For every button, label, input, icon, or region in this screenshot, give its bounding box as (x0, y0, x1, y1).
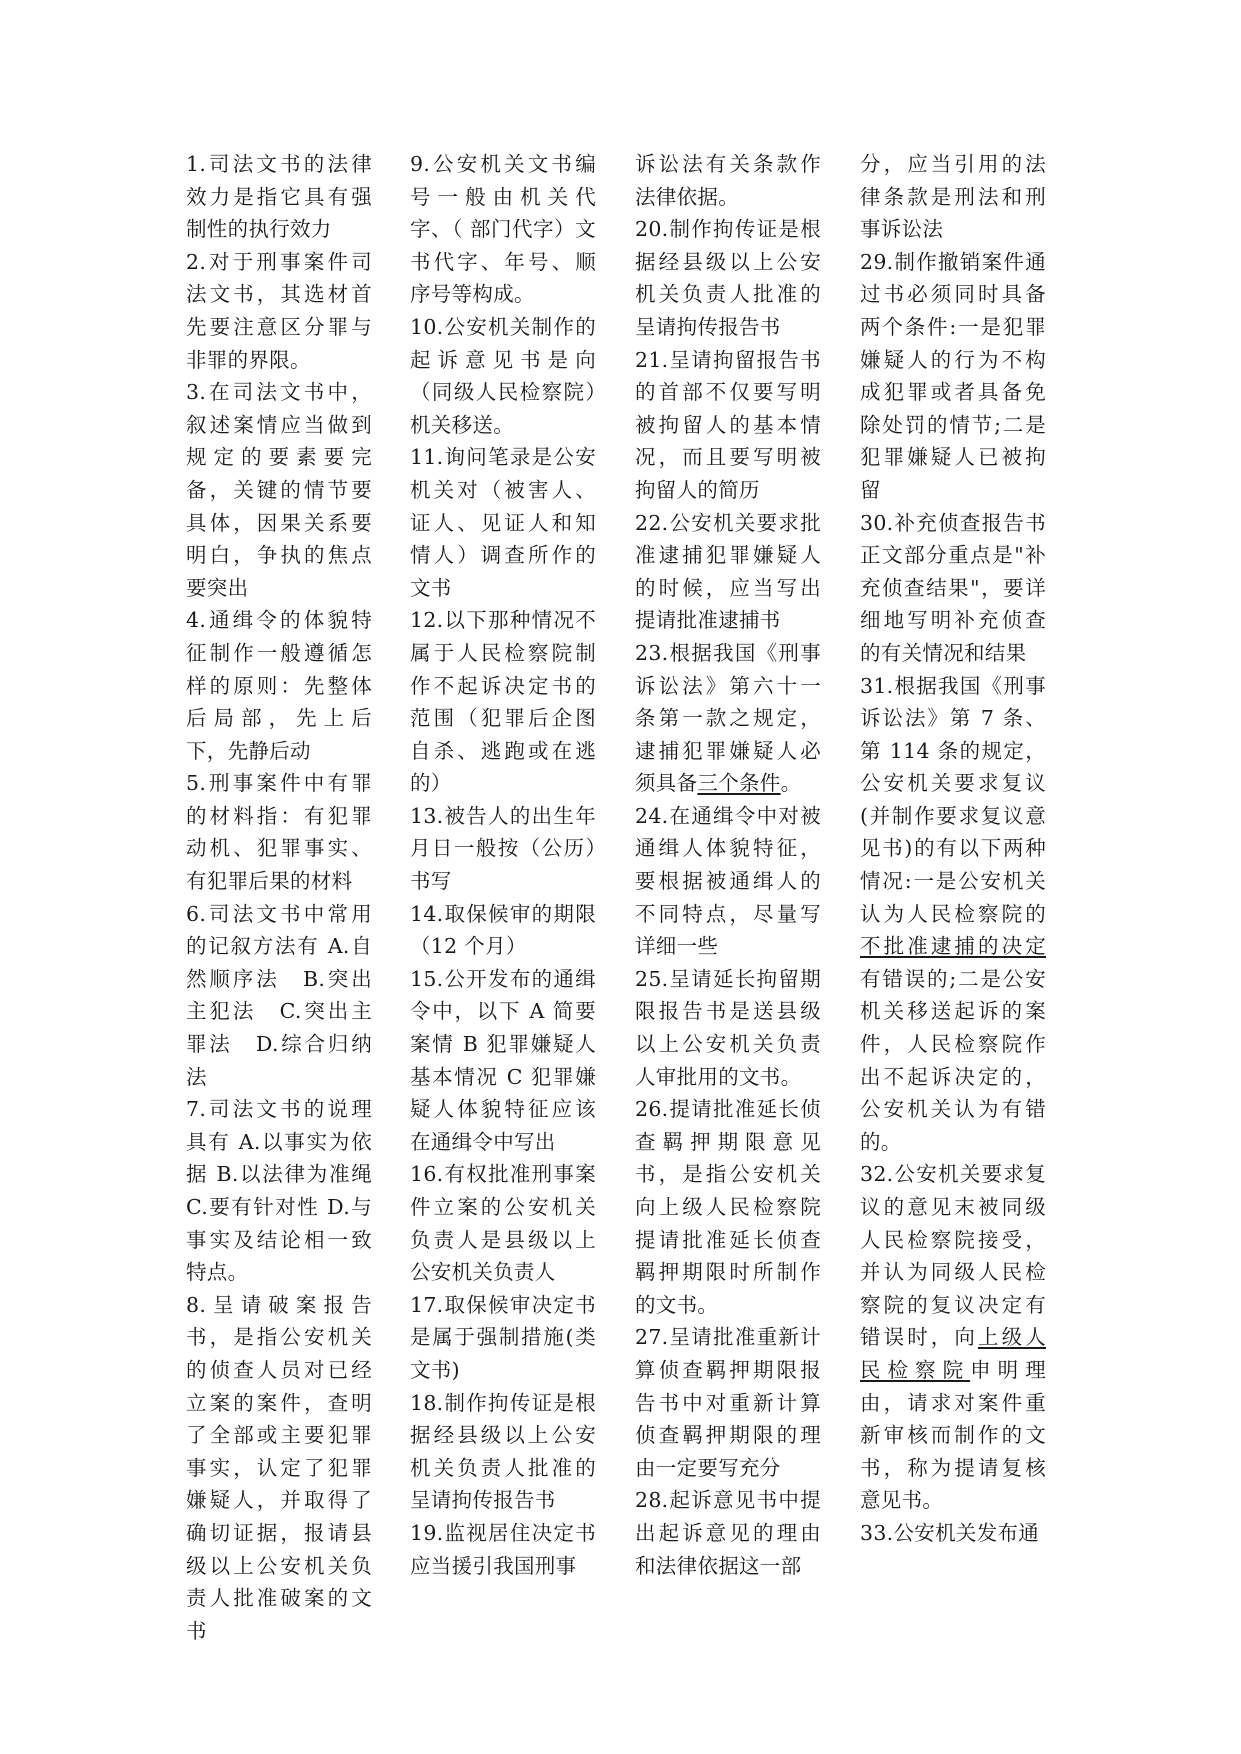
question-item: 10.公安机关制作的起诉意见书是向（同级人民检察院）机关移送。 (410, 314, 596, 437)
question-item: 33.公安机关发布通 (860, 1520, 1040, 1545)
underlined-answer: 不批准逮捕的决定 (860, 934, 1046, 959)
text-column-3 (635, 148, 821, 1582)
underlined-answer: 上级人民检察院 (860, 1325, 1046, 1382)
question-item: 20.制作拘传证是根据经县级以上公安机关负责人批准的呈请拘传报告书 (635, 217, 821, 339)
question-item: 22.公安机关要求批准逮捕犯罪嫌疑人的时候，应当写出提请批准逮捕书 (635, 510, 821, 633)
item-text: 。 (780, 771, 802, 796)
question-item: 6.司法文书中常用的记叙方法有 A.自然顺序法 B.突出主犯法 C.突出主罪法 D.综合归纳法 (186, 901, 372, 1089)
question-item (860, 670, 1046, 1159)
question-item: 13.被告人的出生年月日一般按（公历）书写 (410, 803, 596, 894)
item-text: 有错误的;二是公安机关移送起诉的案件，人民检察院作出不起诉决定的，公安机关认为有错的。 (860, 966, 1046, 1154)
question-item: 27.呈请批准重新计算侦查羁押期限报告书中对重新计算侦查羁押期限的理由一定要写充分 (635, 1325, 821, 1480)
question-item: 3.在司法文书中，叙述案情应当做到规定的要素要完备，关键的情节要具体，因果关系要明白，争执的焦点要突出 (186, 380, 372, 600)
question-item: 15.公开发布的通缉令中，以下 A 简要案情 B 犯罪嫌疑人基本情况 C 犯罪嫌疑人体貌特征应该在通缉令中写出 (410, 966, 596, 1154)
question-item: 24.在通缉令中对被通缉人体貌特征，要根据被通缉人的不同特点，尽量写详细一些 (635, 803, 821, 959)
item-text: 23.根据我国《刑事诉讼法》第六十一条第一款之规定，逮捕犯罪嫌疑人必须具备 (635, 640, 821, 796)
question-item: 17.取保候审决定书是属于强制措施(类文书) (410, 1292, 596, 1382)
text-column-2 (410, 148, 596, 1582)
text-column-1 (186, 148, 372, 1647)
question-item: 18.制作拘传证是根据经县级以上公安机关负责人批准的呈请拘传报告书 (410, 1390, 596, 1513)
text-column-4 (860, 148, 1046, 1550)
question-item: 4.通缉令的体貌特征制作一般遵循怎样的原则：先整体后局部，先上后下，先静后动 (186, 608, 372, 763)
question-item: 9.公安机关文书编号一般由机关代字、（ 部门代字）文书代字、年号、顺序号等构成。 (410, 152, 596, 307)
question-item: 12.以下那种情况不属于人民检察院制作不起诉决定书的范围（犯罪后企图自杀、逃跑或在逃的） (410, 608, 596, 796)
underlined-answer: 三个条件 (697, 771, 781, 796)
question-item: 28.起诉意见书中提出起诉意见的理由和法律依据这一部 (635, 1488, 821, 1578)
item-text: 31.根据我国《刑事诉讼法》第 7 条、第 114 条的规定，公安机关要求复议(并制作要求复议意见书)的有以下两种情况:一是公安机关认为人民检察院的 (860, 673, 1046, 926)
question-item: 2.对于刑事案件司法文书，其选材首先要注意区分罪与非罪的界限。 (186, 249, 372, 372)
question-item: 16.有权批准刑事案件立案的公安机关负责人是县级以上公安机关负责人 (410, 1162, 596, 1285)
item-text: 申明理由，请求对案件重新审核而制作的文书，称为提请复核意见书。 (860, 1357, 1047, 1513)
question-item (860, 1158, 1046, 1517)
question-item: 1.司法文书的法律效力是指它具有强制性的执行效力 (186, 152, 372, 242)
question-item: 25.呈请延长拘留期限报告书是送县级以上公安机关负责人审批用的文书。 (635, 966, 821, 1089)
question-item: 分，应当引用的法律条款是刑法和刑事诉讼法 (860, 152, 1046, 242)
question-item (635, 637, 821, 800)
question-item: 7.司法文书的说理具有 A.以事实为依据 B.以法律为准绳 C.要有针对性 D.与事实及结论相一致特点。 (186, 1097, 372, 1285)
question-item: 8.呈请破案报告书，是指公安机关的侦查人员对已经立案的案件，查明了全部或主要犯罪事实，认定了犯罪嫌疑人，并取得了确切证据，报请县级以上公安机关负责人批准破案的文书 (186, 1292, 372, 1643)
question-item: 21.呈请拘留报告书的首部不仅要写明被拘留人的基本情况，而且要写明被拘留人的简历 (635, 347, 821, 502)
item-text: 32.公安机关要求复议的意见末被同级人民检察院接受，并认为同级人民检察院的复议决定有错误时，向 (860, 1162, 1046, 1350)
question-item: 29.制作撤销案件通过书必须同时具备两个条件:一是犯罪嫌疑人的行为不构成犯罪或者具备免除处罚的情节;二是犯罪嫌疑人已被拘留 (860, 249, 1046, 502)
question-item: 5.刑事案件中有罪的材料指：有犯罪动机、犯罪事实、有犯罪后果的材料 (186, 771, 372, 894)
question-item: 30.补充侦查报告书正文部分重点是"补充侦查结果"，要详细地写明补充侦查的有关情况和结果 (860, 510, 1046, 665)
question-item: 14.取保候审的期限（12 个月） (410, 901, 596, 959)
question-item: 19.监视居住决定书应当援引我国刑事 (410, 1520, 596, 1578)
question-item: 诉讼法有关条款作法律依据。 (635, 152, 821, 209)
question-item: 26.提请批准延长侦查羁押期限意见书，是指公安机关向上级人民检察院提请批准延长侦查羁押期限时所制作的文书。 (635, 1097, 821, 1317)
question-item: 11.询问笔录是公安机关对（被害人、证人、见证人和知情人）调查所作的文书 (410, 445, 596, 600)
